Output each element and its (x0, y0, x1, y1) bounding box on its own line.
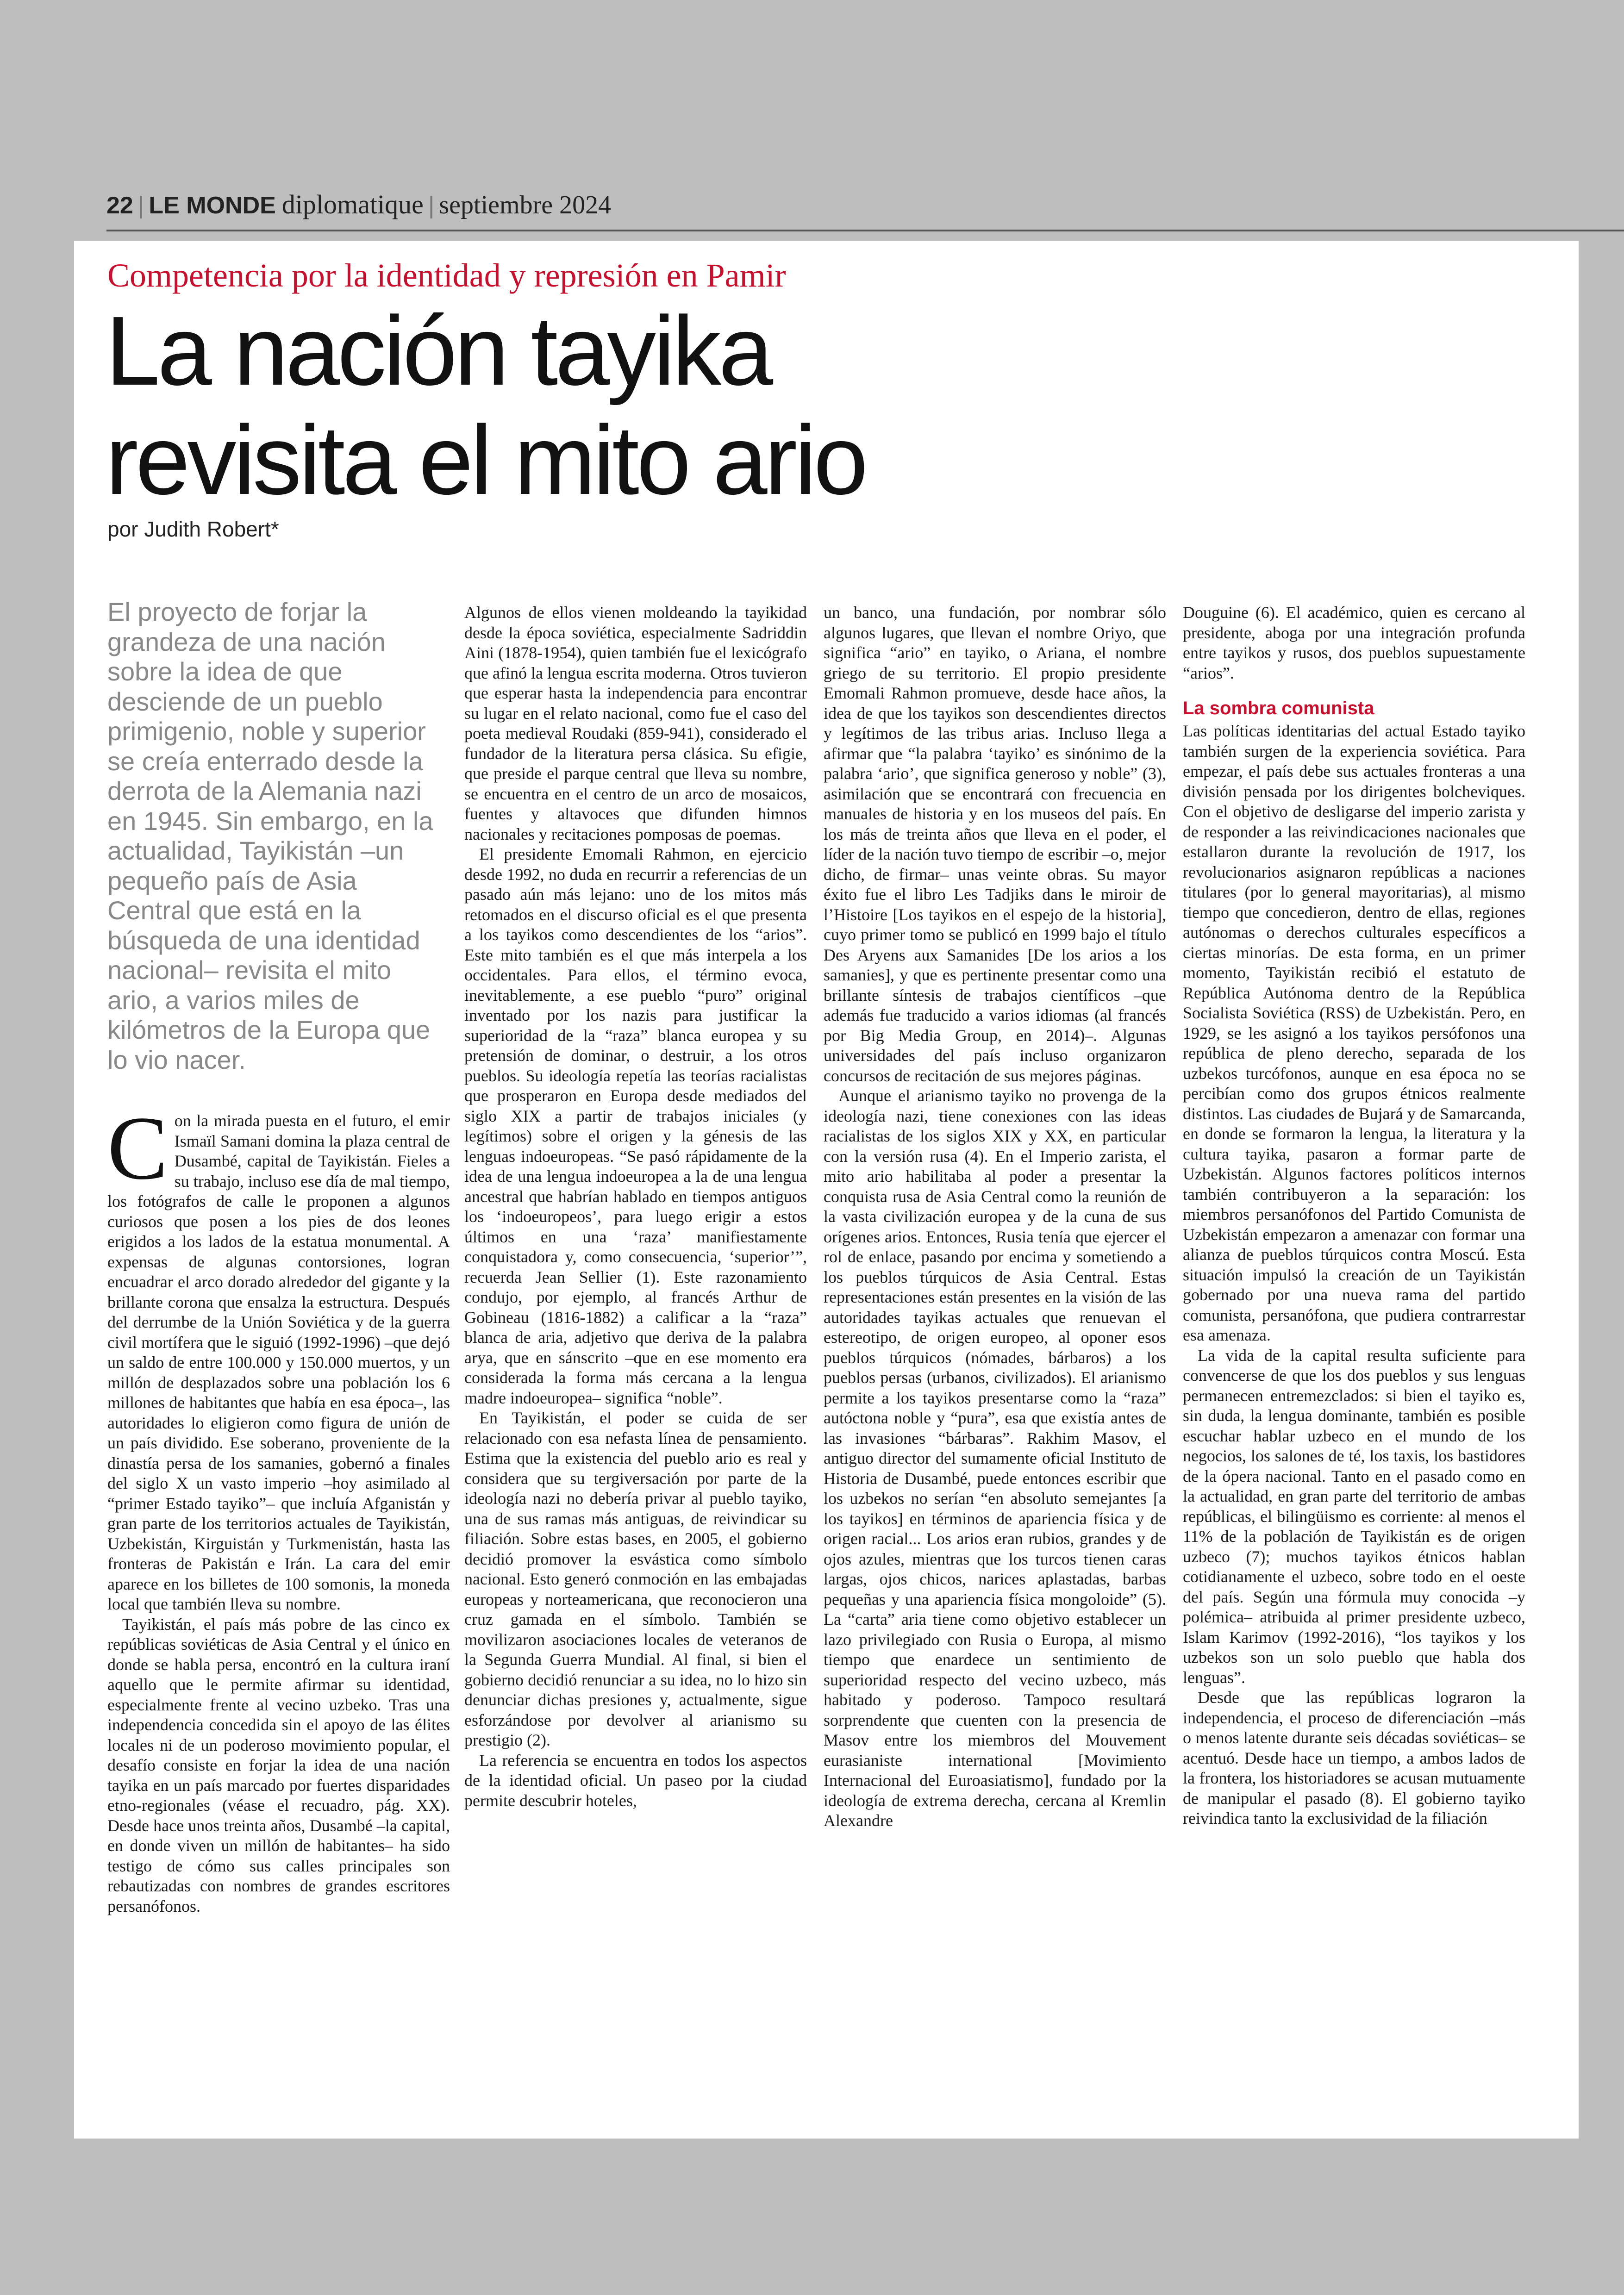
text-column-2 (464, 603, 807, 2098)
paragraph: Aunque el arianismo tayiko no provenga de la ideología nazi, tiene conexiones con las ideas racialistas de los siglos XIX y XX, en particular con la versión rusa (4). En el Imperio zarista, el mito ario habilitaba al poder a presentar la conquista rusa de Asia Central como la reunión de la vasta civilización europea y de la cuna de sus orígenes arios. Entonces, Rusia tenía que ejercer el rol de enlace, pasando por encima y sometiendo a los pueblos túrquicos de Asia Central. Estas representaciones están presentes en la visión de las autoridades tayikas actuales que renuevan el estereotipo, de origen europeo, al oponer esos pueblos túrquicos (nómades, bárbaros) a los pueblos persas (urbanos, civilizados). El arianismo permite a los tayikos presentarse como la “raza” autóctona noble y “pura”, esa que existía antes de las invasiones “bárbaras”. Rakhim Masov, el antiguo director del sumamente oficial Instituto de Historia de Dusambé, puede entonces escribir que los uzbekos no serían “en absoluto semejantes [a los tayikos] en términos de apariencia física y de origen racial... Los arios eran rubios, grandes y de ojos azules, mientras que los turcos tienen caras largas, ojos chicos, narices aplastadas, barbas pequeñas y una apariencia física mongoloide” (5). La “carta” aria tiene como objetivo establecer un lazo privilegiado con Rusia o Europa, al mismo tiempo que enardece un sentimiento de superioridad respecto del vecino uzbeco, más habitado y poderoso. Tampoco resultará sorprendente que cuenten con la presencia de Masov entre los miembros del Mouvement eurasianiste international [Movimiento Internacional del Euroasiatismo], fundado por la ideología de extrema derecha, cercana al Kremlin Alexandre (824, 1086, 1166, 1830)
paragraph: En Tayikistán, el poder se cuida de ser relacionado con esa nefasta línea de pensamiento. Estima que la existencia del pueblo ario es real y considera que su tergiversación por parte de la ideología nazi no debería privar al pueblo tayiko, una de sus ramas más antiguas, de reivindicar su filiación. Sobre estas bases, en 2005, el gobierno decidió promover la esvástica como símbolo nacional. Esto generó conmoción en las embajadas europeas y norteamericana, que reconocieron una cruz gamada en el símbolo. También se movilizaron asociaciones locales de veteranos de la Segunda Guerra Mundial. Al final, si bien el gobierno decidió renunciar a su idea, no lo hizo sin denunciar dichas presiones y, actualmente, sigue esforzándose por devolver al arianismo su prestigio (2). (464, 1409, 807, 1749)
page-header (106, 186, 1624, 225)
article-kicker: Competencia por la identidad y represión en Pamir (107, 257, 786, 294)
paragraph: La referencia se encuentra en todos los aspectos de la identidad oficial. Un paseo por la ciudad permite descubrir hoteles, (464, 1751, 807, 1810)
text-column-4 (1183, 603, 1525, 2098)
brand-name: LE MONDE (149, 192, 276, 219)
headline-line-1: La nación tayika (106, 296, 771, 405)
paragraph: La vida de la capital resulta suficiente para convencerse de que los dos pueblos y sus lenguas permanecen entremezclados: si bien el tayiko es, sin duda, la lengua dominante, también es posible escuchar hablar uzbeco en el mundo de los negocios, los salones de té, los taxis, los bastidores de la ópera nacional. Tanto en el pasado como en la actualidad, en gran parte del territorio de ambas repúblicas, el bilingüismo es corriente: al menos el 11% de la población de Tayikistán es de origen uzbeco (7); muchos tayikos étnicos hablan cotidianamente el uzbeco, sobre todo en el oeste del país. Según una fórmula muy conocida –y polémica– atribuida al primer presidente uzbeco, Islam Karimov (1992-2016), “los tayikos y los uzbekos son un solo pueblo que habla dos lenguas”. (1183, 1346, 1525, 1687)
headline-line-2: revisita el mito ario (106, 405, 866, 515)
paragraph: Algunos de ellos vienen moldeando la tayikidad desde la época soviética, especialmente Sadriddin Aini (1878-1954), quien también fue el lexicógrafo que afinó la lengua escrita moderna. Otros tuvieron que esperar hasta la independencia para encontrar su lugar en el relato nacional, como fue el caso del poeta medieval Roudaki (859-941), considerado el fundador de la literatura persa clásica. Su efigie, que preside el parque central que lleva su nombre, se encuentra en el centro de un arco de mosaicos, fuentes y altavoces que difunden himnos nacionales y recitaciones pomposas de poemas. (464, 603, 807, 843)
text-column-1 (107, 1098, 450, 2097)
paragraph: Douguine (6). El académico, quien es cercano al presidente, aboga por una integración profunda entre tayikos y rusos, dos pueblos supuestamente “arios”. (1183, 603, 1525, 682)
page-number: 22 (106, 192, 133, 219)
drop-cap: C (107, 1098, 168, 1198)
paragraph: Tayikistán, el país más pobre de las cinco ex repúblicas soviéticas de Asia Central y el único en donde se habla persa, encontró en la cultura iraní aquello que le permite afirmar su identidad, especialmente frente al vecino uzbeko. Tras una independencia concedida sin el apoyo de las élites locales ni de un poderoso movimiento popular, el desafío consiste en forjar la idea de una nación tayika en un país marcado por fuertes disparidades etno-regionales (véase el recuadro, pág. XX). Desde hace unos treinta años, Dusambé –la capital, en donde viven un millón de habitantes– ha sido testigo de cómo sus calles principales son rebautizadas con nombres de grandes escritores persanófonos. (107, 1615, 450, 1915)
header-rule (106, 230, 1624, 231)
article-byline: por Judith Robert* (107, 517, 279, 541)
issue-date: septiembre 2024 (439, 191, 612, 219)
article-page (74, 241, 1579, 2139)
paragraph-text: on la mirada puesta en el futuro, el emir Ismaïl Samani domina la plaza central de Dusambé, capital de Tayikistán. Fieles a su trabajo, incluso ese día de mal tiempo, los fotógrafos de calle le proponen a algunos curiosos que posen a los pies de dos leones erigidos a los lados de la estatua monumental. A expensas de algunas contorsiones, logran encuadrar el arco dorado alrededor del gigante y la brillante corona que ensalza la estructura. Después del derrumbe de la Unión Soviética y de la guerra civil mortífera que le siguió (1992-1996) –que dejó un saldo de entre 100.000 y 150.000 muertos, y un millón de desplazados sobre una población los 6 millones de habitantes que había en esa época–, las autoridades lo eligieron como figura de unión de un país dividido. Ese soberano, proveniente de la dinastía persa de los samanies, gobernó a finales del siglo X un vasto imperio –hoy asimilado al “primer Estado tayiko”– que incluía Afganistán y gran parte de los territorios actuales de Tayikistán, Uzbekistán, Kirguistán y Turkmenistán, hasta las fronteras de Pakistán e Irán. La cara del emir aparece en los billetes de 100 somonis, la moneda local que también lleva su nombre. (107, 1111, 450, 1613)
brand-name-suffix: diplomatique (281, 189, 424, 219)
paragraph: El presidente Emomali Rahmon, en ejercicio desde 1992, no duda en recurrir a referencias de un pasado aún más lejano: uno de los mitos más retomados en el discurso oficial es el que presenta a los tayikos como descendientes de los “arios”. Este mito también es el que más interpela a los occidentales. Para ellos, el término evoca, inevitablemente, a ese pueblo “puro” original inventado por los nazis para justificar la superioridad de la “raza” blanca europea y su pretensión de dominar, o destruir, a los otros pueblos. Su ideología repetía las teorías racialistas que prosperaron en Europa desde mediados del siglo XIX a partir de trabajos iniciales (y legítimos) sobre el origen y la génesis de las lenguas indoeuropeas. “Se pasó rápidamente de la idea de una lengua indoeuropea a la de una lengua ancestral que habrían hablado en tiempos antiguos los ‘indoeuropeos’, para luego erigir a estos últimos en una ‘raza’ manifiestamente conquistadora y, como consecuencia, ‘superior’”, recuerda Jean Sellier (1). Este razonamiento condujo, por ejemplo, al francés Arthur de Gobineau (1816-1882) a calificar a la “raza” blanca de aria, adjetivo que deriva de la palabra arya, que en sánscrito –que en ese momento era considerada la forma más cercana a la lengua madre indoeuropea– significa “noble”. (464, 845, 807, 1407)
text-column-3 (824, 603, 1166, 2098)
section-subhead: La sombra comunista (1183, 698, 1374, 718)
article-headline (106, 296, 1541, 515)
header-separator-2: | (428, 192, 435, 219)
paragraph: Las políticas identitarias del actual Estado tayiko también surgen de la experiencia soviética. Para empezar, el país debe sus actuales fronteras a una división pensada por los dirigentes bolcheviques. Con el objetivo de desligarse del imperio zarista y de responder a las reivindicaciones nacionales que estallaron durante la revolución de 1917, los revolucionarios asignaron repúblicas a naciones titulares (por lo general mayoritarias), al mismo tiempo que concedieron, dentro de ellas, regiones autónomas o derechos culturales específicos a ciertas minorías. De esta forma, en un primer momento, Tayikistán recibió el estatuto de República Autónoma dentro de la República Socialista Soviética (RSS) de Uzbekistán. Pero, en 1929, se les asignó a los tayikos persófonos una república de pleno derecho, separada de los uzbekos turcófonos, aunque en esa época no se percibían como dos grupos étnicos realmente distintos. Las ciudades de Bujará y de Samarcanda, en donde se formaron la lengua, la literatura y la cultura tayika, pasaron a formar parte de Uzbekistán. Algunos factores políticos internos también contribuyeron a la separación: los miembros persanófonos del Partido Comunista de Uzbekistán empezaron a amenazar con formar una alianza de pueblos túrquicos contra Moscú. Esta situación impulsó la creación de un Tayikistán gobernado por una nueva rama del partido comunista, persanófona, que pudiera contrarrestar esa amenaza. (1183, 722, 1525, 1344)
header-separator: | (137, 192, 144, 219)
article-standfirst: El proyecto de forjar la grandeza de una nación sobre la idea de que desciende de un pueblo primigenio, noble y superior se creía enterrado desde la derrota de la Alemania nazi en 1945. Sin embargo, en la actualidad, Tayikistán –un pequeño país de Asia Central que está en la búsqueda de una identidad nacional– revisita el mito ario, a varios miles de kilómetros de la Europa que lo vio nacer. (107, 597, 433, 1074)
paragraph (107, 1098, 450, 1615)
paragraph: un banco, una fundación, por nombrar sólo algunos lugares, que llevan el nombre Oriyo, que significa “ario” en tayiko, o Ariana, el nombre griego de su territorio. El propio presidente Emomali Rahmon promueve, desde hace años, la idea de que los tayikos son descendientes directos y legítimos de las tribus arias. Incluso llega a afirmar que “la palabra ‘tayiko’ es sinónimo de la palabra ‘ario’, que significa generoso y noble” (3), asimilación que se encontrará con frecuencia en manuales de historia y en los museos del país. En los más de treinta años que lleva en el poder, el líder de la nación tuvo tiempo de escribir –o, mejor dicho, de firmar– unas veinte obras. Su mayor éxito fue el libro Les Tadjiks dans le miroir de l’Histoire [Los tayikos en el espejo de la historia], cuyo primer tomo se publicó en 1999 bajo el título Des Aryens aux Samanides [De los arios a los samanies], y que es pertinente presentar como una brillante síntesis de trabajos científicos –que además fue traducido a varios idiomas (al francés por Big Media Group, en 2014)–. Algunas universidades del país incluso organizaron concursos de recitación de sus mejores páginas. (824, 603, 1166, 1085)
paragraph: Desde que las repúblicas lograron la independencia, el proceso de diferenciación –más o menos latente durante seis décadas soviéticas– se acentuó. Desde hace un tiempo, a ambos lados de la frontera, los historiadores se acusan mutuamente de manipular el pasado (8). El gobierno tayiko reivindica tanto la exclusividad de la filiación (1183, 1688, 1525, 1827)
